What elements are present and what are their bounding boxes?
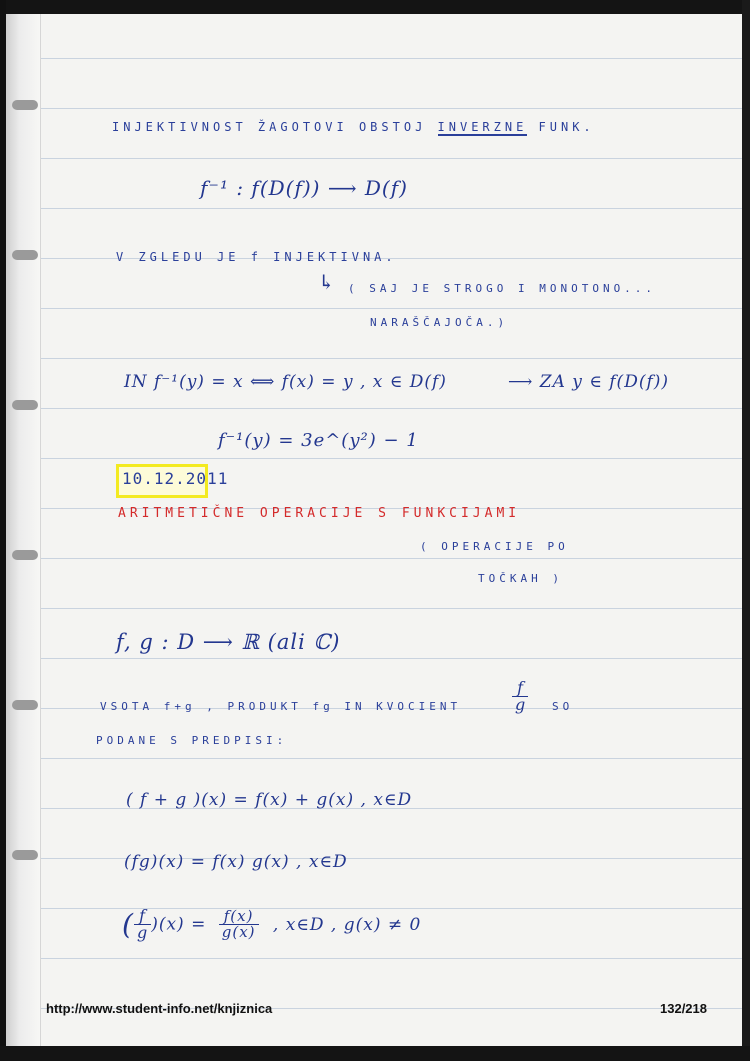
quotient-rhs-num: f(x) [219, 909, 259, 925]
binding-hole [12, 100, 38, 110]
binding-hole [12, 550, 38, 560]
sum-formula: ( f + g )(x) = f(x) + g(x) , x∈D [126, 790, 413, 810]
quotient-open-paren: ( [122, 908, 134, 941]
quotient-num-f: f [134, 908, 151, 925]
fraction-numerator: f [512, 680, 528, 697]
injectivity-text: INJEKTIVNOST ŽAGOTOVI OBSTOJ [112, 120, 438, 134]
binding-hole [12, 850, 38, 860]
spiral-binding [6, 14, 40, 1046]
page-margin-line [40, 14, 41, 1046]
example-line: V ZGLEDU JE f INJEKTIVNA. [116, 250, 397, 264]
quotient-close: )(x) = [151, 914, 207, 935]
section-heading: ARITMETIČNE OPERACIJE S FUNKCIJAMI [118, 506, 521, 521]
injectivity-tail: FUNK. [527, 120, 595, 134]
monotonic-note: ( SAJ JE STROGO I MONOTONO... [348, 282, 657, 295]
sub-arrow-icon: ↳ [318, 270, 335, 294]
quotient-formula [122, 908, 421, 941]
function-definition: f, g : D ⟶ ℝ (ali ℂ) [116, 630, 341, 654]
pointwise-note-2: TOČKAH ) [478, 572, 563, 585]
operations-line-end: SO [552, 700, 574, 713]
footer-url: http://www.student-info.net/knjiznica [46, 1001, 273, 1016]
definitions-intro: PODANE S PREDPISI: [96, 734, 288, 747]
scan-bottom-border [0, 1046, 750, 1061]
binding-hole [12, 700, 38, 710]
binding-hole [12, 250, 38, 260]
quotient-condition: , x∈D , g(x) ≠ 0 [272, 914, 422, 935]
inverse-definition: f⁻¹ : f(D(f)) ⟶ D(f) [200, 176, 408, 200]
quotient-den-g: g [136, 923, 149, 942]
inverse-formula: f⁻¹(y) = 3e^(y²) − 1 [218, 430, 419, 451]
fraction-denominator: g [515, 695, 526, 714]
pointwise-note-1: ( OPERACIJE PO [420, 540, 569, 553]
inverse-equivalence: IN f⁻¹(y) = x ⟺ f(x) = y , x ∈ D(f) [124, 372, 447, 392]
injectivity-line [112, 120, 595, 134]
quotient-rhs-den: g(x) [221, 923, 256, 941]
scan-right-border [742, 0, 750, 1061]
binding-hole [12, 400, 38, 410]
lecture-date: 10.12.2011 [122, 469, 229, 488]
increasing-note: NARAŠČAJOČA.) [370, 316, 509, 329]
scan-top-border [0, 0, 750, 14]
inverse-emphasis: INVERZNE [437, 120, 528, 134]
page-number: 132/218 [660, 1001, 707, 1016]
operations-line: VSOTA f+g , PRODUKT fg IN KVOCIENT [100, 700, 462, 713]
product-formula: (fg)(x) = f(x) g(x) , x∈D [124, 852, 348, 872]
inverse-domain-note: ⟶ ZA y ∈ f(D(f)) [508, 372, 670, 392]
quotient-fraction [512, 680, 528, 713]
